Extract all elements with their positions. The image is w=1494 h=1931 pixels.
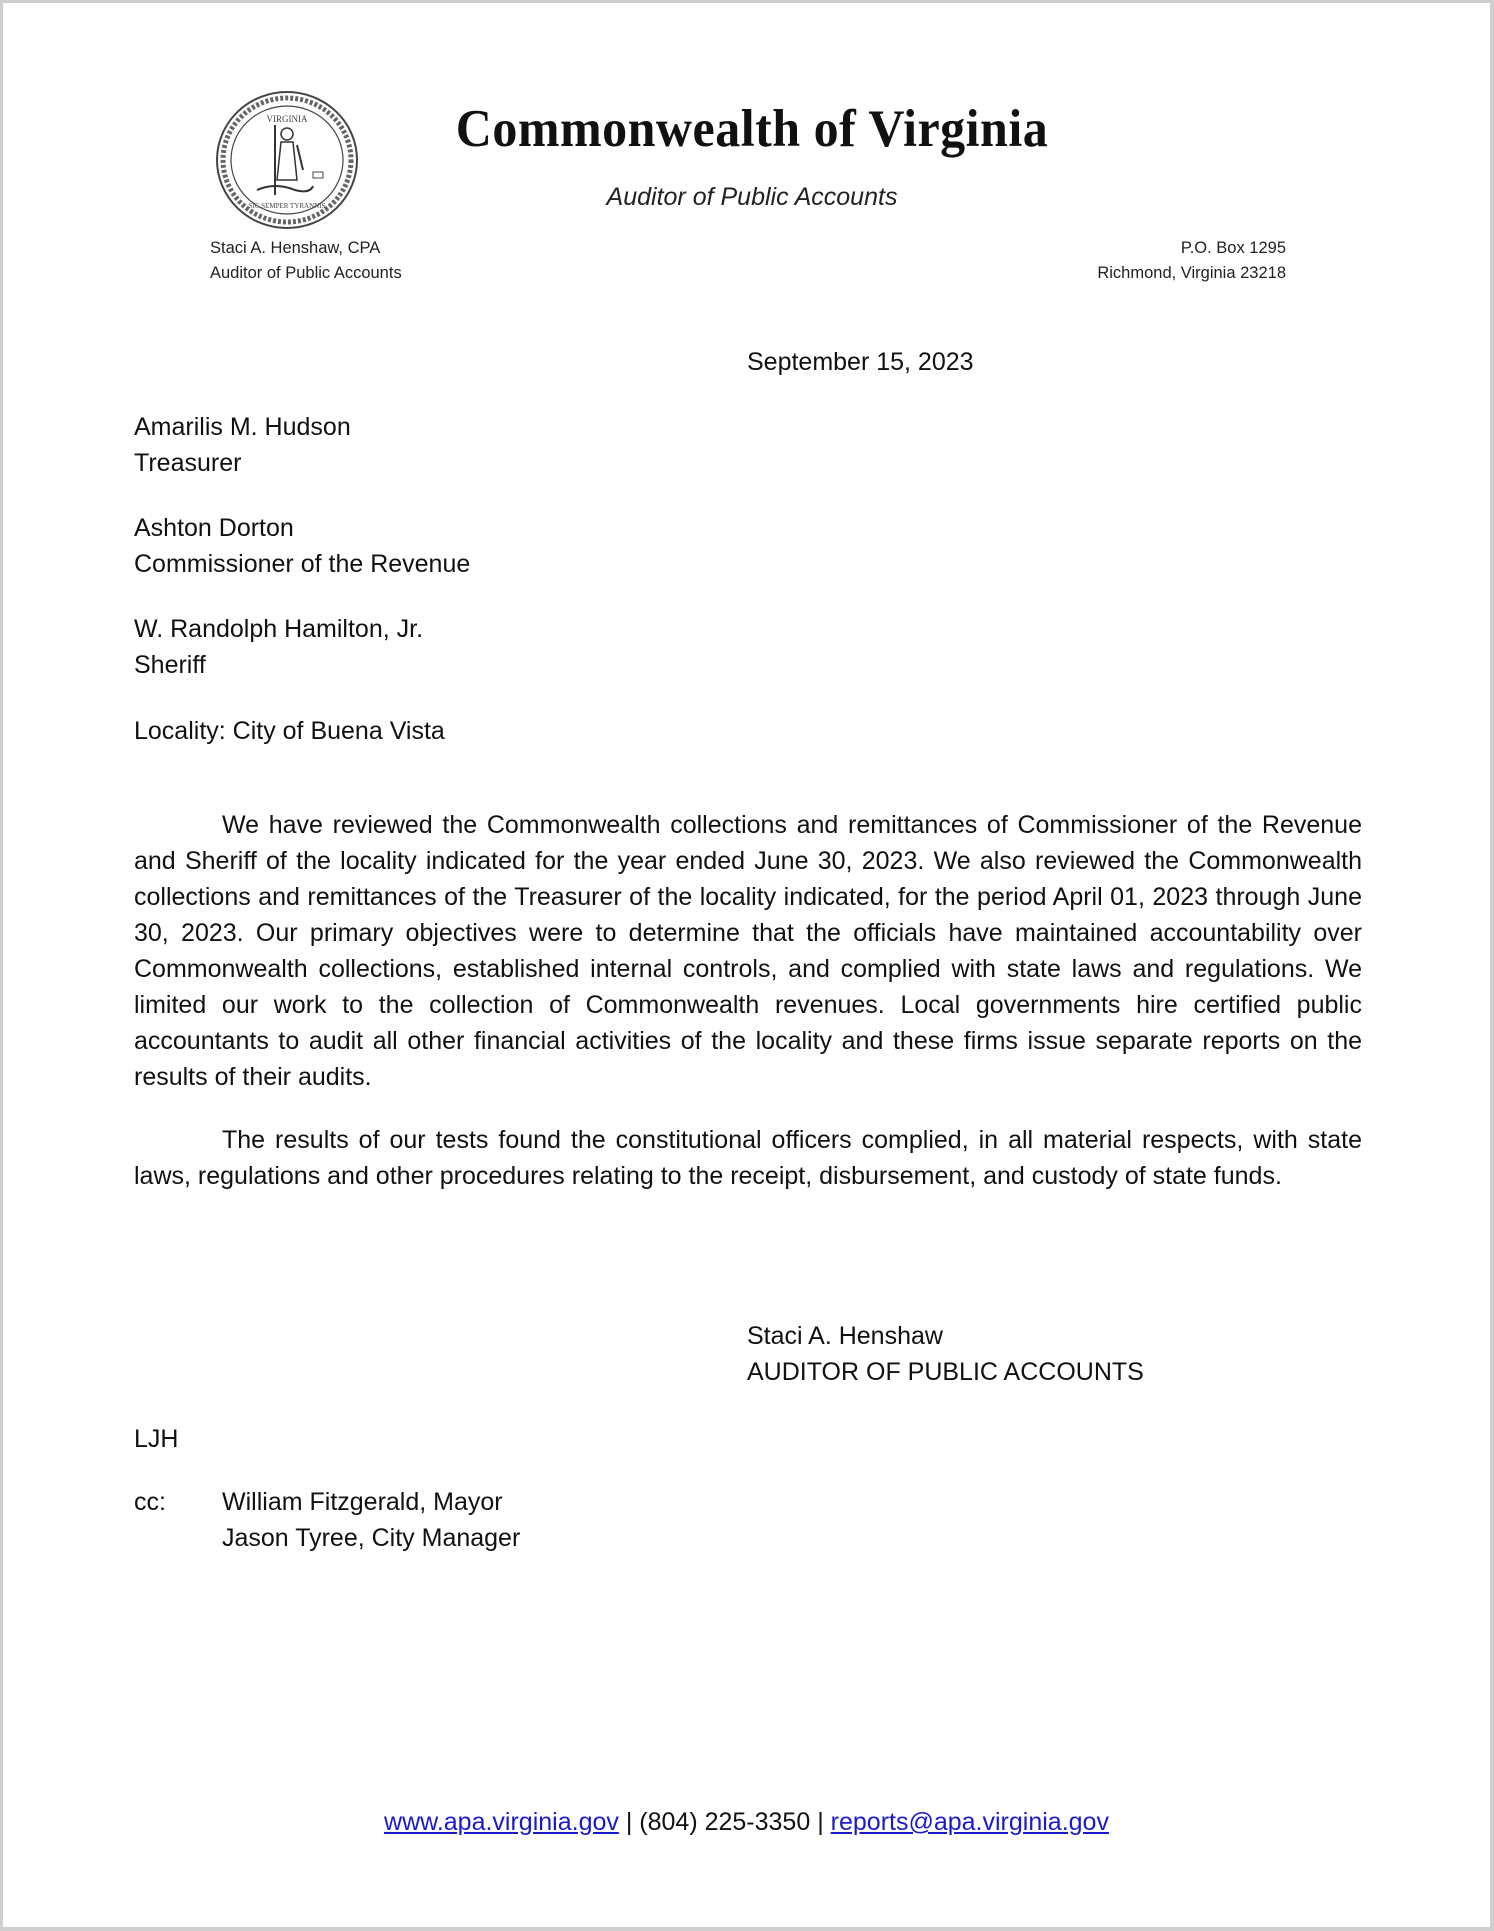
signature-title: AUDITOR OF PUBLIC ACCOUNTS <box>747 1358 1144 1386</box>
letterhead-subtitle: Auditor of Public Accounts <box>606 183 898 211</box>
auditor-name-block <box>210 236 402 286</box>
addressee-sheriff <box>134 611 423 683</box>
letterhead-title: Commonwealth of Virginia <box>455 98 1049 158</box>
addressee-title: Sheriff <box>134 651 206 679</box>
letter-page <box>3 3 1490 1927</box>
auditor-name: Staci A. Henshaw, CPA <box>210 239 381 257</box>
locality-line: Locality: City of Buena Vista <box>134 717 445 745</box>
addressee-name: Amarilis M. Hudson <box>134 413 351 441</box>
addressee-name: W. Randolph Hamilton, Jr. <box>134 615 424 643</box>
body-paragraph-1 <box>134 807 1362 1095</box>
website-link[interactable]: www.apa.virginia.gov <box>384 1808 619 1836</box>
cc-recipient: William Fitzgerald, Mayor <box>222 1488 503 1516</box>
letter-date: September 15, 2023 <box>747 348 974 376</box>
signature-block <box>747 1318 1144 1390</box>
city-state-zip: Richmond, Virginia 23218 <box>1097 264 1286 282</box>
email-link[interactable]: reports@apa.virginia.gov <box>830 1808 1109 1836</box>
svg-text:SIC SEMPER TYRANNIS: SIC SEMPER TYRANNIS <box>248 202 326 210</box>
body-paragraph-2-text: The results of our tests found the constitutional officers complied, in all material respects, with state laws, regulations and other procedures relating to the receipt, disbursement, and custody of state funds. <box>134 1126 1362 1190</box>
svg-text:VIRGINIA: VIRGINIA <box>266 114 308 124</box>
cc-label: cc: <box>134 1488 166 1516</box>
cc-recipient: Jason Tyree, City Manager <box>222 1524 521 1552</box>
body-paragraph-2 <box>134 1122 1362 1194</box>
virginia-state-seal-icon <box>215 90 359 230</box>
phone-number: (804) 225-3350 <box>639 1808 811 1836</box>
addressee-commissioner <box>134 510 470 582</box>
footer-separator: | <box>625 1808 633 1836</box>
signature-name: Staci A. Henshaw <box>747 1322 943 1350</box>
footer-contact <box>3 1808 1490 1837</box>
typist-initials: LJH <box>134 1425 179 1453</box>
cc-recipients <box>222 1484 520 1556</box>
body-paragraph-1-text: We have reviewed the Commonwealth collections and remittances of Commissioner of the Revenue and Sheriff of the locality indicated for the year ended June 30, 2023. We also reviewed the Commonwealth collections and remittances of the Treasurer of the locality indicated, for the period April 01, 2023 through June 30, 2023. Our primary objectives were to determine that the officials have maintained accountability over Commonwealth collections, established internal controls, and complied with state laws and regulations. We limited our work to the collection of Commonwealth revenues. Local governments hire certified public accountants to audit all other financial activities of the locality and these firms issue separate reports on the results of their audits. <box>134 811 1362 1091</box>
addressee-title: Treasurer <box>134 449 242 477</box>
addressee-name: Ashton Dorton <box>134 514 294 542</box>
addressee-title: Commissioner of the Revenue <box>134 550 471 578</box>
footer-separator: | <box>817 1808 824 1836</box>
auditor-title: Auditor of Public Accounts <box>210 264 402 282</box>
po-box: P.O. Box 1295 <box>1180 239 1286 257</box>
addressee-treasurer <box>134 409 351 481</box>
mailing-address-block <box>1097 236 1286 286</box>
